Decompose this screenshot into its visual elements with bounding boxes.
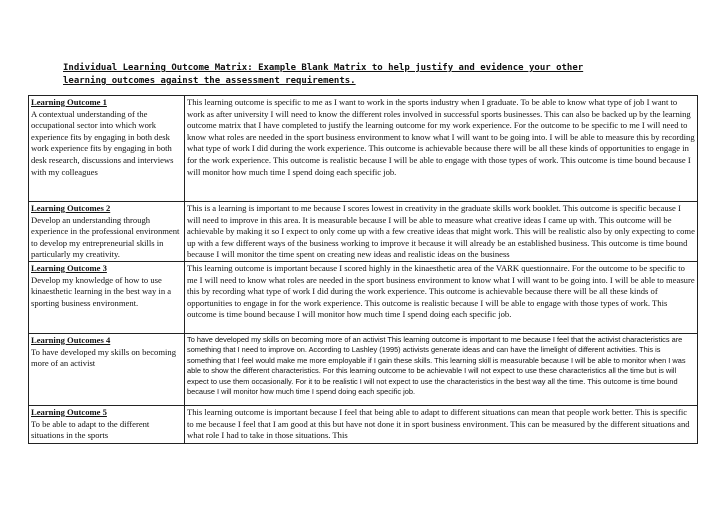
outcome-cell bbox=[29, 262, 185, 334]
evidence-cell: This learning outcome is important because I scored highly in the kinaesthetic area of the VARK questionnaire. For the outcome to be specific to me I will need to know what roles are needed in the sport business environment to know what I will want to be going into. I will be able to measure this by recording what type of work I did during the work experience. This outcome is achievable because there will be all these kinds of opportunities to engage in for the work experience. This outcome is realistic because I will be able to engage with those types of work. This outcome is time bound because I will monitor how much time I spend doing each specific job. bbox=[185, 262, 698, 334]
table-row bbox=[29, 406, 698, 444]
table-row bbox=[29, 96, 698, 202]
document-title bbox=[63, 62, 673, 88]
outcome-description: To be able to adapt to the different situations in the sports bbox=[31, 418, 150, 441]
outcome-heading: Learning Outcome 1 bbox=[31, 97, 107, 107]
outcome-cell bbox=[29, 202, 185, 262]
evidence-cell: This learning outcome is specific to me as I want to work in the sports industry when I graduate. To be able to know what type of job I want to work as after university I will need to know the different roles involved in successful sports businesses. This can also be backed up by the learning outcome matrix that I have completed to justify the learning outcome for my work experience. For the outcome to be specific to me I will need to know what roles are needed in the sport business environment to know what I will want to be going into. I will be able to measure this by recording what type of work I did during the work experience. This outcome is achievable because there will be all these kinds of opportunities to engage in for the work experience. This outcome is realistic because I will be able to engage with those types of work. This outcome is time bound because I will monitor how much time I spend doing each specific job. bbox=[185, 96, 698, 202]
outcome-heading: Learning Outcomes 4 bbox=[31, 335, 111, 345]
outcome-description: To have developed my skills on becoming more of an activist bbox=[31, 346, 176, 369]
outcome-cell bbox=[29, 406, 185, 444]
outcome-cell bbox=[29, 334, 185, 406]
table-row bbox=[29, 262, 698, 334]
outcome-description: A contextual understanding of the occupational sector into which work experience fits by engaging in both desk work experience fits by engaging in both desk research, discussions and interviews with my colleagues bbox=[31, 108, 174, 177]
outcome-cell bbox=[29, 96, 185, 202]
table-row bbox=[29, 334, 698, 406]
table-row bbox=[29, 202, 698, 262]
outcome-heading: Learning Outcome 3 bbox=[31, 263, 107, 273]
title-line-1: Individual Learning Outcome Matrix: Example Blank Matrix to help justify and evidence your other bbox=[63, 63, 584, 73]
outcome-description: Develop my knowledge of how to use kinaesthetic learning in the best way in a sporting business environment. bbox=[31, 274, 172, 308]
evidence-cell: To have developed my skills on becoming more of an activist This learning outcome is important to me because I feel that the activist characteristics are something that I need to improve on. According to Lashley (1995) activists generate ideas and can have the limelight of different activities. This is something that I feel would make me more employable if I gain these skills. This learning skill is measurable because I will be able to monitor when I was able to show the different characteristics. For this learning outcome to be achievable I will not expect to use these characteristics all the time but is will expect to use them occasionally. For it to be realistic I will not expect to use the characteristics in the best way all the time. This outcome is time bound because I will monitor how much time I spend doing each specific job. bbox=[185, 334, 698, 406]
outcome-heading: Learning Outcome 5 bbox=[31, 407, 107, 417]
learning-outcome-matrix bbox=[28, 95, 698, 444]
evidence-cell: This is a learning is important to me because I scores lowest in creativity in the graduate skills work booklet. This outcome is specific because I will need to improve in this area. It is measurable because I will be able to measure what creative ideas I came up with. This outcome will be achievable by making it so I expect to only come up with a few creative ideas that might work. This will be realistic also by only expecting to come up with a few different ways of the business working to improve it because it will already be an established business. This outcome is time bound because I will monitor the time spent on creating new ideas and realistic ideas on the business bbox=[185, 202, 698, 262]
evidence-cell: This learning outcome is important because I feel that being able to adapt to different situations can mean that people work better. This is specific to me because I feel that I am good at this but have not done it in sport business environment. This can be measured by the different situations and what role I had to take in those situations. This bbox=[185, 406, 698, 444]
outcome-description: Develop an understanding through experience in the professional environment to develop my entrepreneurial skills in particularly my creativity. bbox=[31, 214, 180, 260]
outcome-heading: Learning Outcomes 2 bbox=[31, 203, 111, 213]
title-line-2: learning outcomes against the assessment requirements. bbox=[63, 76, 356, 86]
